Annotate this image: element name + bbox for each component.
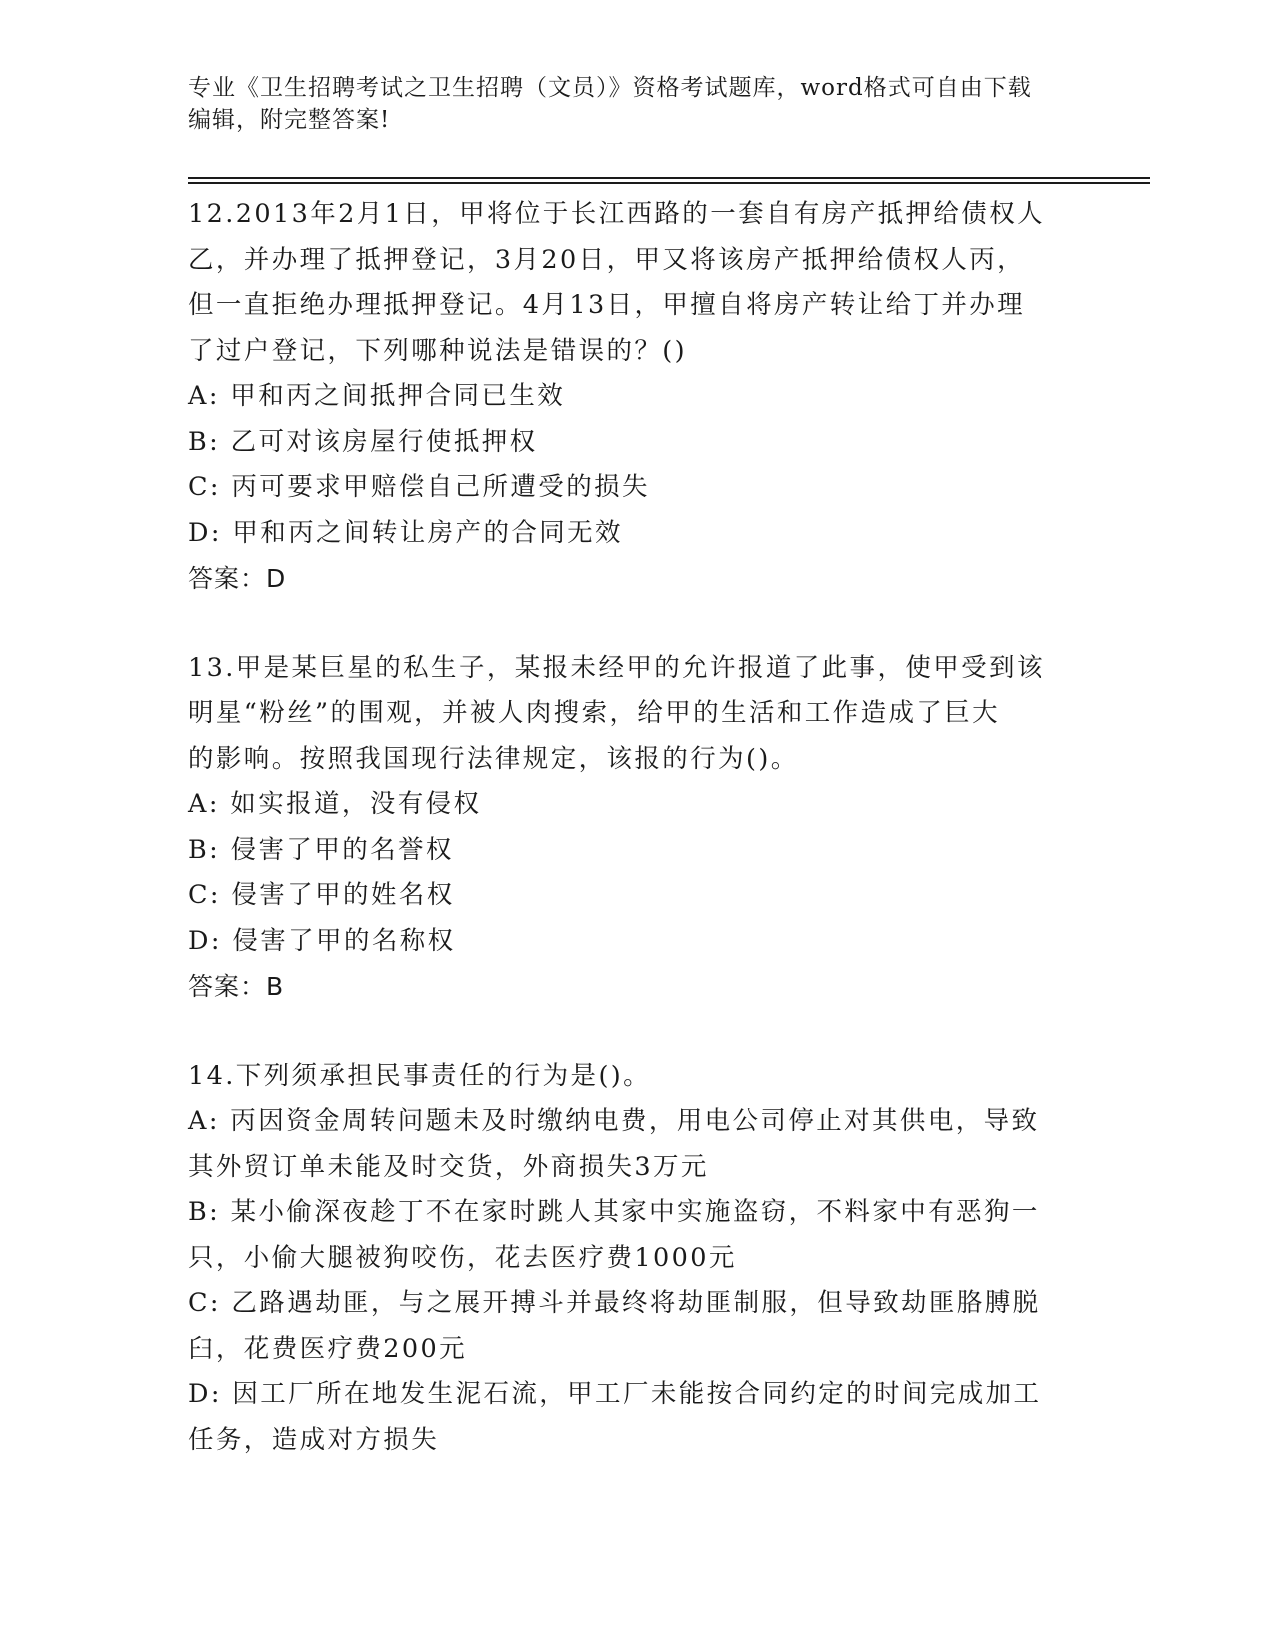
question-stem-line: 的影响。按照我国现行法律规定，该报的行为()。 — [188, 743, 799, 774]
header-divider-top — [188, 177, 1150, 179]
option-b: B: 乙可对该房屋行使抵押权 — [188, 426, 538, 457]
answer-label: 答案：D — [188, 564, 287, 593]
question-stem-line: 但一直拒绝办理抵押登记。4月13日，甲擅自将房产转让给丁并办理 — [188, 290, 1026, 320]
question-stem-line: 13.甲是某巨星的私生子，某报未经甲的允许报道了此事，使甲受到该 — [188, 652, 1045, 683]
option-a: A: 如实报道，没有侵权 — [188, 789, 482, 819]
option-b: B: 侵害了甲的名誉权 — [188, 834, 454, 865]
option-c-line-1: C: 乙路遇劫匪，与之展开搏斗并最终将劫匪制服，但导致劫匪胳膊脱 — [188, 1288, 1041, 1318]
question-stem-line: 明星“粉丝”的围观，并被人肉搜索，给甲的生活和工作造成了巨大 — [188, 698, 1001, 728]
option-d: D: 甲和丙之间转让房产的合同无效 — [188, 517, 623, 548]
option-b-line-1: B: 某小偷深夜趁丁不在家时跳人其家中实施盗窃，不料家中有恶狗一 — [188, 1197, 1040, 1227]
document-header — [188, 72, 1088, 136]
question-stem-line: 了过户登记，下列哪种说法是错误的？() — [188, 335, 687, 366]
option-a-line-2: 其外贸订单未能及时交货，外商损失3万元 — [188, 1151, 709, 1182]
question-stem-line: 乙，并办理了抵押登记，3月20日，甲又将该房产抵押给债权人丙， — [188, 244, 1026, 275]
option-a: A: 甲和丙之间抵押合同已生效 — [188, 381, 566, 411]
option-c: C: 侵害了甲的姓名权 — [188, 880, 455, 910]
option-c-line-2: 臼，花费医疗费200元 — [188, 1333, 468, 1364]
option-d: D: 侵害了甲的名称权 — [188, 925, 456, 956]
question-14 — [188, 1054, 1088, 1464]
question-13 — [188, 646, 1088, 1010]
answer-label: 答案：B — [188, 972, 285, 1001]
header-line-2: 编辑，附完整答案! — [188, 107, 391, 133]
question-stem-line: 12.2013年2月1日，甲将位于长江西路的一套自有房产抵押给债权人 — [188, 199, 1045, 229]
question-stem-line: 14.下列须承担民事责任的行为是()。 — [188, 1060, 652, 1091]
header-divider-bottom — [188, 182, 1150, 184]
option-a-line-1: A: 丙因资金周转问题未及时缴纳电费，用电公司停止对其供电，导致 — [188, 1106, 1040, 1136]
header-line-1: 专业《卫生招聘考试之卫生招聘（文员）》资格考试题库，word格式可自由下载 — [188, 75, 1032, 101]
option-d-line-1: D: 因工厂所在地发生泥石流，甲工厂未能按合同约定的时间完成加工 — [188, 1379, 1042, 1409]
option-d-line-2: 任务，造成对方损失 — [188, 1424, 440, 1455]
question-12 — [188, 192, 1088, 602]
option-c: C: 丙可要求甲赔偿自己所遭受的损失 — [188, 472, 650, 502]
question-list — [188, 192, 1088, 1507]
option-b-line-2: 只，小偷大腿被狗咬伤，花去医疗费1000元 — [188, 1242, 737, 1273]
